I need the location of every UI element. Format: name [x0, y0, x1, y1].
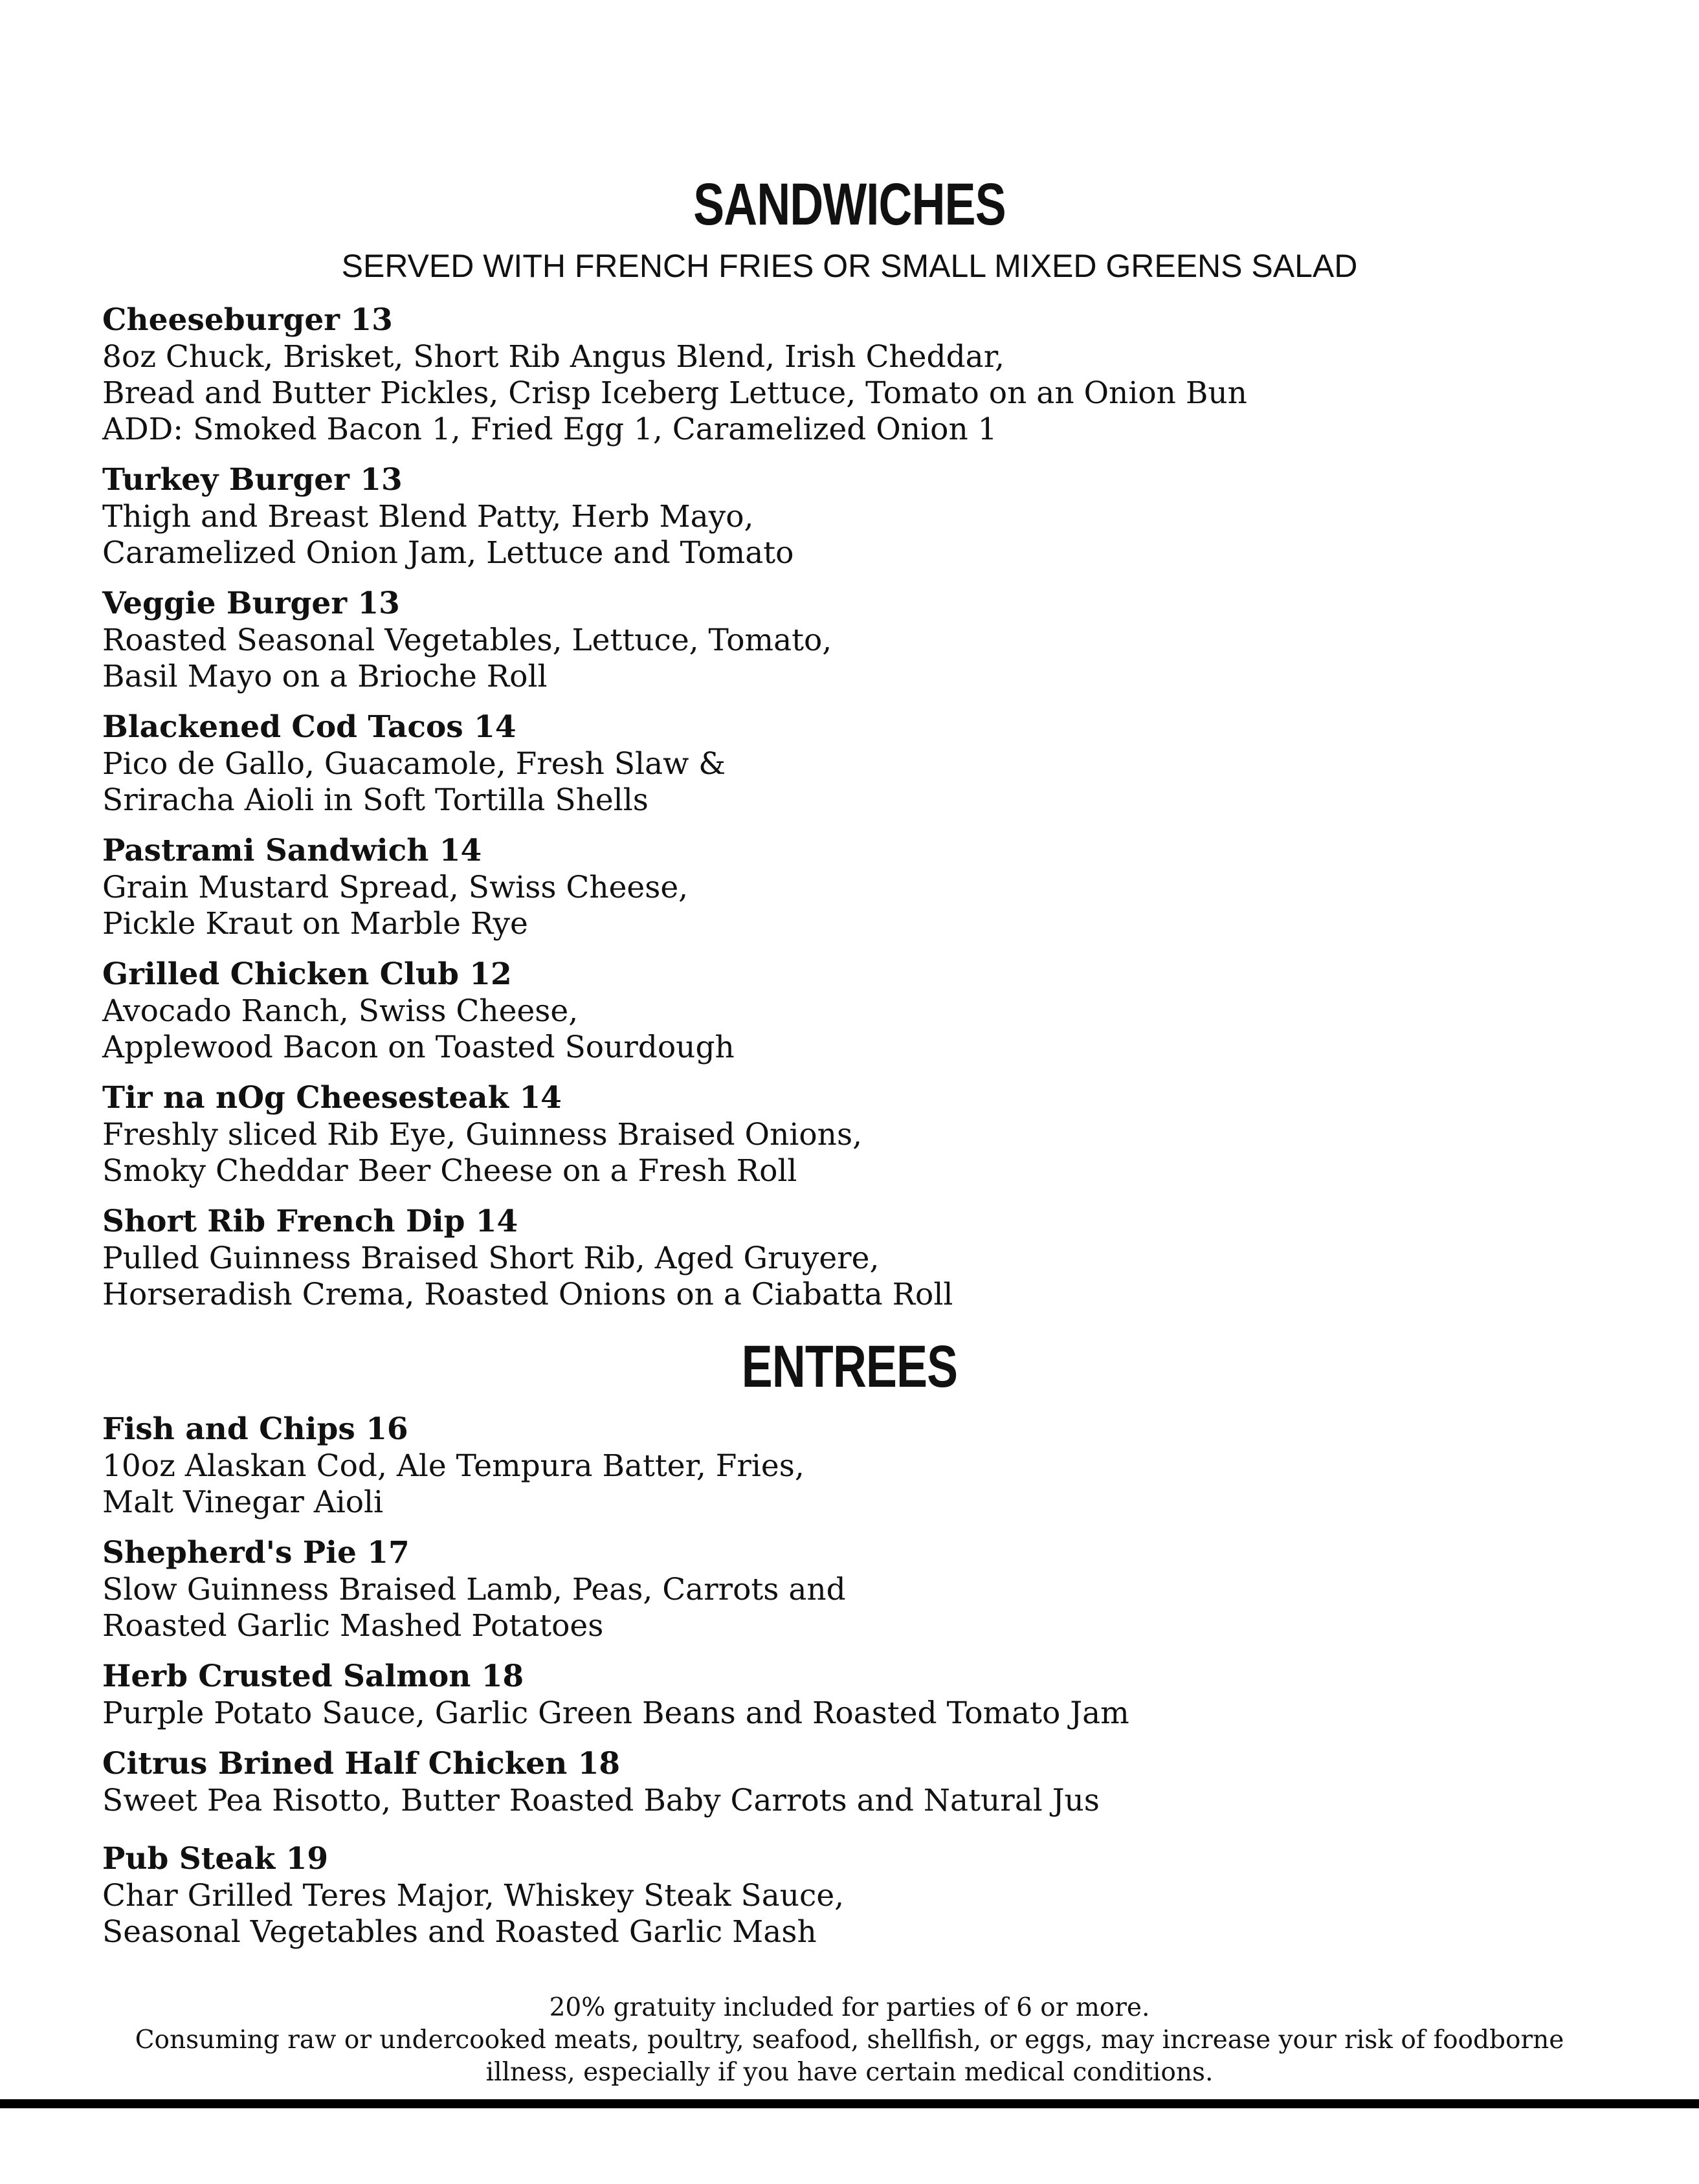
item-description: Roasted Garlic Mashed Potatoes [102, 1608, 604, 1644]
menu-item [102, 1203, 1591, 1313]
sandwiches-list [102, 302, 1591, 1327]
item-description: Pulled Guinness Braised Short Rib, Aged Gruyere, [102, 1241, 880, 1276]
item-description: Applewood Bacon on Toasted Sourdough [102, 1030, 735, 1065]
item-description: Char Grilled Teres Major, Whiskey Steak Sauce, [102, 1878, 845, 1914]
item-description: Avocado Ranch, Swiss Cheese, [102, 993, 579, 1029]
menu-item [102, 1079, 1591, 1189]
item-description: Bread and Butter Pickles, Crisp Iceberg Lettuce, Tomato on an Onion Bun [102, 375, 1247, 411]
item-name: Herb Crusted Salmon 18 [102, 1659, 524, 1694]
menu-footer [0, 1992, 1699, 2089]
item-description: Purple Potato Sauce, Garlic Green Beans and Roasted Tomato Jam [102, 1695, 1129, 1731]
item-name: Cheeseburger 13 [102, 302, 393, 338]
item-name: Blackened Cod Tacos 14 [102, 709, 516, 745]
item-description: Pickle Kraut on Marble Rye [102, 906, 528, 942]
item-name: Pub Steak 19 [102, 1841, 329, 1877]
entrees-list [102, 1411, 1591, 1964]
item-name: Short Rib French Dip 14 [102, 1204, 518, 1239]
item-description: Sweet Pea Risotto, Butter Roasted Baby Carrots and Natural Jus [102, 1783, 1100, 1818]
item-description: 8oz Chuck, Brisket, Short Rib Angus Blend, Irish Cheddar, [102, 339, 1005, 375]
item-name: Grilled Chicken Club 12 [102, 956, 512, 992]
item-name: Tir na nOg Cheesesteak 14 [102, 1080, 562, 1116]
menu-item [102, 302, 1591, 448]
item-description: Pico de Gallo, Guacamole, Fresh Slaw & [102, 746, 726, 782]
menu-item [102, 709, 1591, 819]
sandwiches-subtitle: SERVED WITH FRENCH FRIES OR SMALL MIXED GREENS SALAD [341, 248, 1358, 284]
item-description: Grain Mustard Spread, Swiss Cheese, [102, 870, 689, 905]
item-description: Seasonal Vegetables and Roasted Garlic Mash [102, 1914, 817, 1950]
item-name: Fish and Chips 16 [102, 1411, 408, 1447]
item-description: ADD: Smoked Bacon 1, Fried Egg 1, Caramelized Onion 1 [102, 412, 997, 447]
bottom-divider [0, 2099, 1699, 2108]
item-name: Pastrami Sandwich 14 [102, 833, 482, 868]
item-description: Sriracha Aioli in Soft Tortilla Shells [102, 782, 649, 818]
item-description: Thigh and Breast Blend Patty, Herb Mayo, [102, 499, 754, 535]
food-safety-warning-line-1: Consuming raw or undercooked meats, poultry, seafood, shellfish, or eggs, may increase your risk of foodborne [135, 2025, 1564, 2055]
item-description: Roasted Seasonal Vegetables, Lettuce, Tomato, [102, 623, 832, 658]
menu-item [102, 1658, 1591, 1732]
menu-item [102, 1411, 1591, 1521]
menu-item [102, 1534, 1591, 1644]
menu-item [102, 1840, 1591, 1950]
item-description: Malt Vinegar Aioli [102, 1484, 384, 1520]
sandwiches-section-title: SANDWICHES [693, 171, 1006, 237]
entrees-section-title: ENTREES [741, 1334, 958, 1400]
menu-item [102, 956, 1591, 1066]
item-description: Smoky Cheddar Beer Cheese on a Fresh Roll [102, 1153, 797, 1189]
item-description: Freshly sliced Rib Eye, Guinness Braised Onions, [102, 1117, 863, 1153]
item-name: Shepherd's Pie 17 [102, 1535, 410, 1571]
item-description: 10oz Alaskan Cod, Ale Tempura Batter, Fries, [102, 1448, 805, 1484]
item-name: Veggie Burger 13 [102, 586, 400, 621]
menu-item [102, 1745, 1591, 1819]
food-safety-warning-line-2: illness, especially if you have certain medical conditions. [485, 2058, 1214, 2087]
menu-item [102, 461, 1591, 571]
item-description: Basil Mayo on a Brioche Roll [102, 659, 548, 694]
item-name: Turkey Burger 13 [102, 462, 403, 498]
gratuity-note: 20% gratuity included for parties of 6 or more. [549, 1993, 1150, 2022]
item-name: Citrus Brined Half Chicken 18 [102, 1746, 621, 1781]
menu-item [102, 585, 1591, 695]
item-description: Caramelized Onion Jam, Lettuce and Tomato [102, 535, 794, 571]
item-description: Slow Guinness Braised Lamb, Peas, Carrots and [102, 1572, 846, 1607]
item-description: Horseradish Crema, Roasted Onions on a Ciabatta Roll [102, 1277, 953, 1312]
menu-item [102, 832, 1591, 942]
